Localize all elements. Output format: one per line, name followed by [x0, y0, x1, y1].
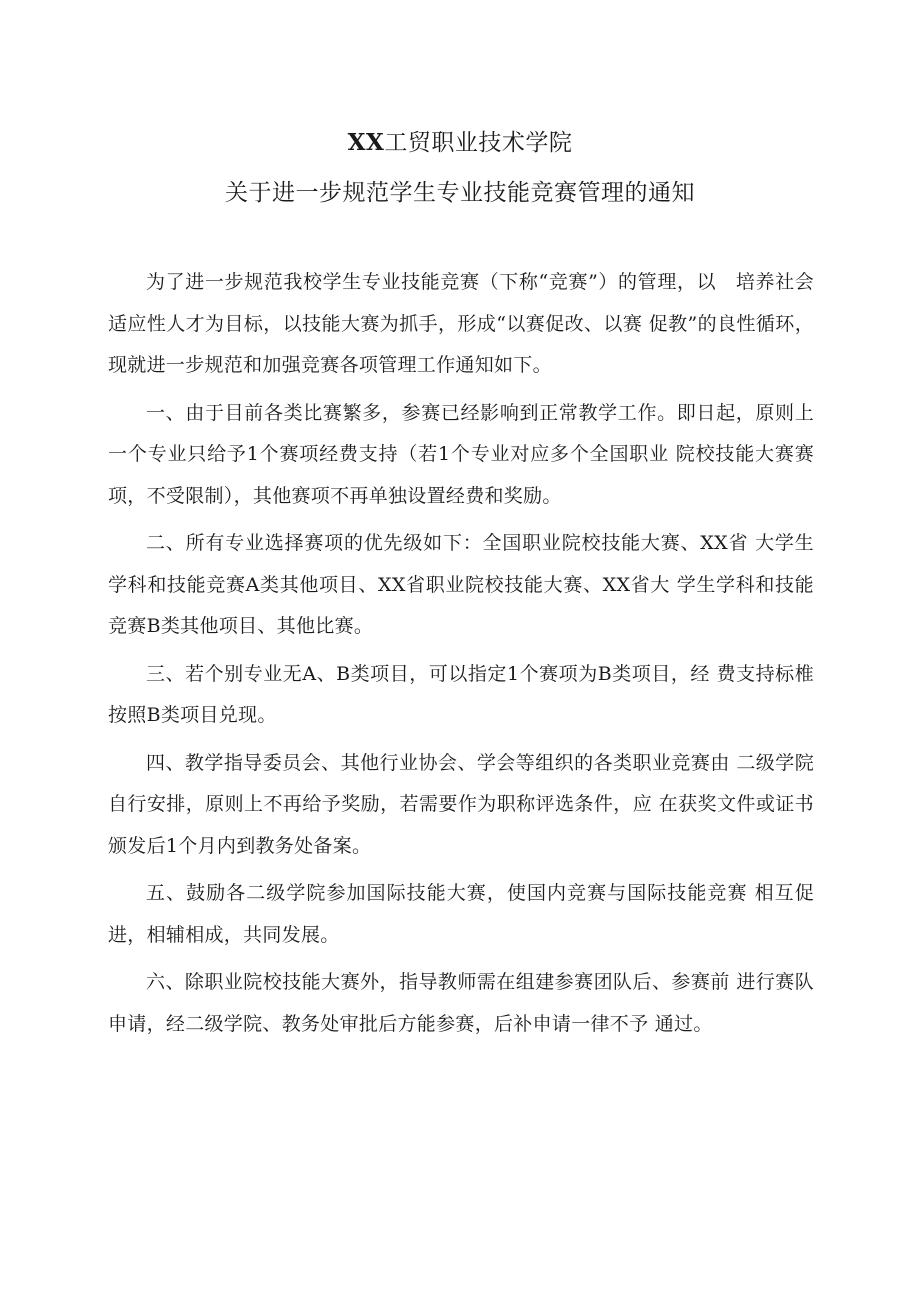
paragraph-item-5: 五、鼓励各二级学院参加国际技能大赛，使国内竞赛与国际技能竞赛 相互促进，相辅相成，共同发展。	[108, 882, 814, 946]
paragraph-item-2: 二、所有专业选择赛项的优先级如下：全国职业院校技能大赛、XX省 大学生学科和技能竞赛A类其他项目、XX省职业院校技能大赛、XX省大 学生学科和技能竞赛B类其他项目、其他比赛。	[108, 532, 814, 637]
document-body	[108, 262, 814, 1051]
paragraph-item-1: 一、由于目前各类比赛繁多，参赛已经影响到正常教学工作。即日起，原则上一个专业只给予1个赛项经费支持（若1个专业对应多个全国职业 院校技能大赛赛项，不受限制），其他赛项不再单独设置经费和奖励。	[108, 401, 814, 507]
paragraph-item-3: 三、若个别专业无A、B类项目，可以指定1个赛项为B类项目，经 费支持标椎按照B类项目兑现。	[108, 662, 814, 726]
title-institution-name: 工贸职业技术学院	[384, 130, 573, 156]
title-line-institution	[0, 118, 920, 168]
title-institution-prefix: XX	[347, 129, 385, 156]
paragraph-item-6: 六、除职业院校技能大赛外，指导教师需在组建参赛团队后、参赛前 进行赛队申请，经二级学院、教务处审批后方能参赛，后补申请一律不予 通过。	[108, 971, 814, 1035]
paragraph-intro: 为了进一步规范我校学生专业技能竞赛（下称“竞赛”）的管理，以 培养社会适应性人才为目标，以技能大赛为抓手，形成“以赛促改、以赛 促教”的良性循环，现就进一步规范和加强竞赛各项管理工作通知如下。	[108, 271, 814, 376]
title-line-subject: 关于进一步规范学生专业技能竞赛管理的通知	[225, 180, 695, 206]
paragraph-item-4: 四、教学指导委员会、其他行业协会、学会等组织的各类职业竞赛由 二级学院自行安排，原则上不再给予奖励，若需要作为职称评选条件，应 在获奖文件或证书颁发后1个月内到教务处备案。	[108, 751, 814, 857]
document-title	[0, 118, 920, 218]
